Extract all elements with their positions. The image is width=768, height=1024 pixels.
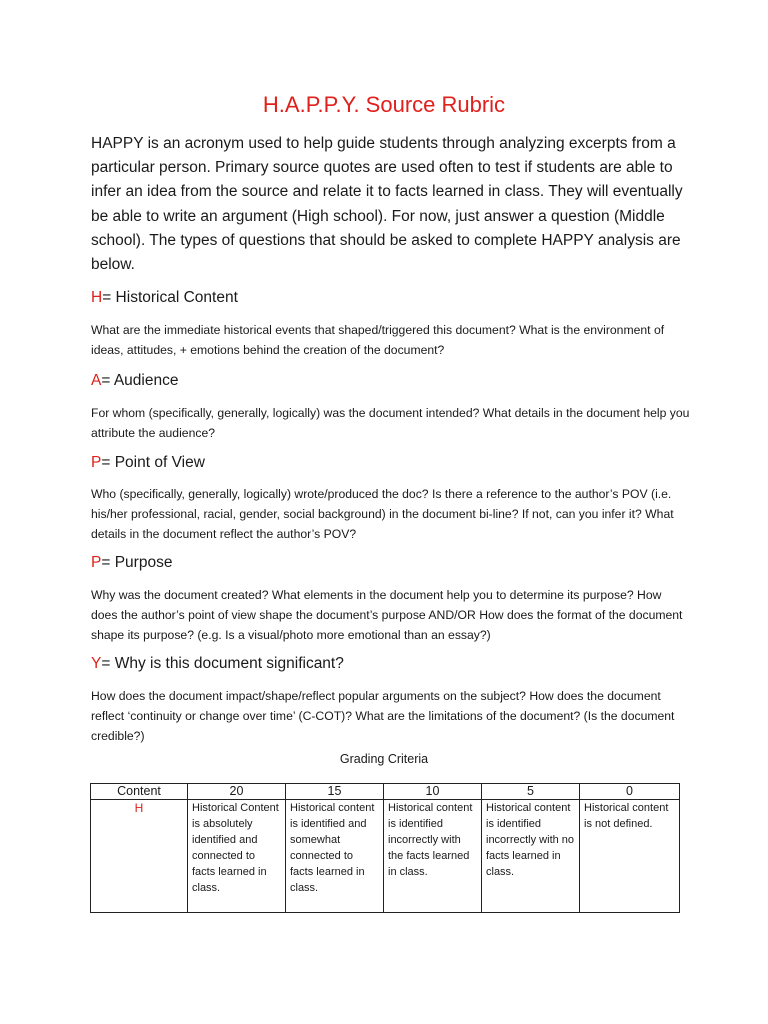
- table-row: [91, 800, 680, 913]
- table-cell: Historical content is identified and somewhat connected to facts learned in class.: [286, 800, 384, 913]
- section-heading-historical-content: [91, 289, 238, 307]
- table-cell: Historical content is identified incorrectly with no facts learned in class.: [482, 800, 580, 913]
- column-header-content: Content: [91, 784, 188, 800]
- table-cell: Historical content is identified incorrectly with the facts learned in class.: [384, 800, 482, 913]
- section-letter: A: [91, 372, 102, 389]
- row-label-h: H: [91, 800, 188, 913]
- intro-paragraph: HAPPY is an acronym used to help guide students through analyzing excerpts from a particular person. Primary source quotes are used often to test if students are able to infer an idea from the source and relate it to facts learned in class. They will eventually be able to write an argument (High school). For now, just answer a question (Middle school). The types of questions that should be asked to complete HAPPY analysis are below.: [91, 135, 683, 274]
- section-letter: H: [91, 289, 103, 306]
- section-body-audience: For whom (specifically, generally, logically) was the document intended? What details in the document help you attribute the audience?: [91, 406, 690, 440]
- section-heading-text: = Point of View: [101, 454, 205, 471]
- section-heading-purpose: [91, 554, 172, 572]
- column-header-15: 15: [286, 784, 384, 800]
- column-header-5: 5: [482, 784, 580, 800]
- column-header-20: 20: [188, 784, 286, 800]
- section-letter: P: [91, 454, 102, 471]
- section-heading-text: = Audience: [101, 372, 179, 389]
- section-body-significance: How does the document impact/shape/reflect popular arguments on the subject? How does the document reflect ‘continuity or change over time’ (C-COT)? What are the limitations of the document? (Is the document credible?): [91, 689, 675, 743]
- page-title: H.A.P.P.Y. Source Rubric: [262, 92, 506, 117]
- section-body-point-of-view: Who (specifically, generally, logically) wrote/produced the doc? Is there a reference to the author’s POV (i.e. his/her professional, racial, gender, social background) in the document bi-line? If not, can you infer it? What details in the document reflect the author’s POV?: [91, 487, 674, 541]
- grading-criteria-label: Grading Criteria: [339, 752, 429, 766]
- table-cell: Historical Content is absolutely identified and connected to facts learned in class.: [188, 800, 286, 913]
- section-heading-text: = Historical Content: [102, 289, 238, 306]
- section-letter: Y: [91, 655, 102, 672]
- section-heading-text: = Why is this document significant?: [101, 655, 344, 672]
- section-heading-audience: [91, 372, 178, 390]
- column-header-10: 10: [384, 784, 482, 800]
- table-header-row: [91, 784, 680, 800]
- column-header-0: 0: [580, 784, 680, 800]
- section-heading-text: = Purpose: [101, 554, 173, 571]
- section-body-purpose: Why was the document created? What elements in the document help you to determine its purpose? How does the author’s point of view shape the document’s purpose AND/OR How does the format of the document shape its purpose? (e.g. Is a visual/photo more emotional than an essay?): [91, 588, 683, 642]
- section-heading-point-of-view: [91, 454, 205, 472]
- section-heading-significance: [91, 655, 344, 673]
- grading-table: [90, 783, 680, 913]
- table-cell: Historical content is not defined.: [580, 800, 680, 913]
- section-body-historical-content: What are the immediate historical events that shaped/triggered this document? What is the environment of ideas, attitudes, + emotions behind the creation of the document?: [91, 323, 665, 357]
- section-letter: P: [91, 554, 102, 571]
